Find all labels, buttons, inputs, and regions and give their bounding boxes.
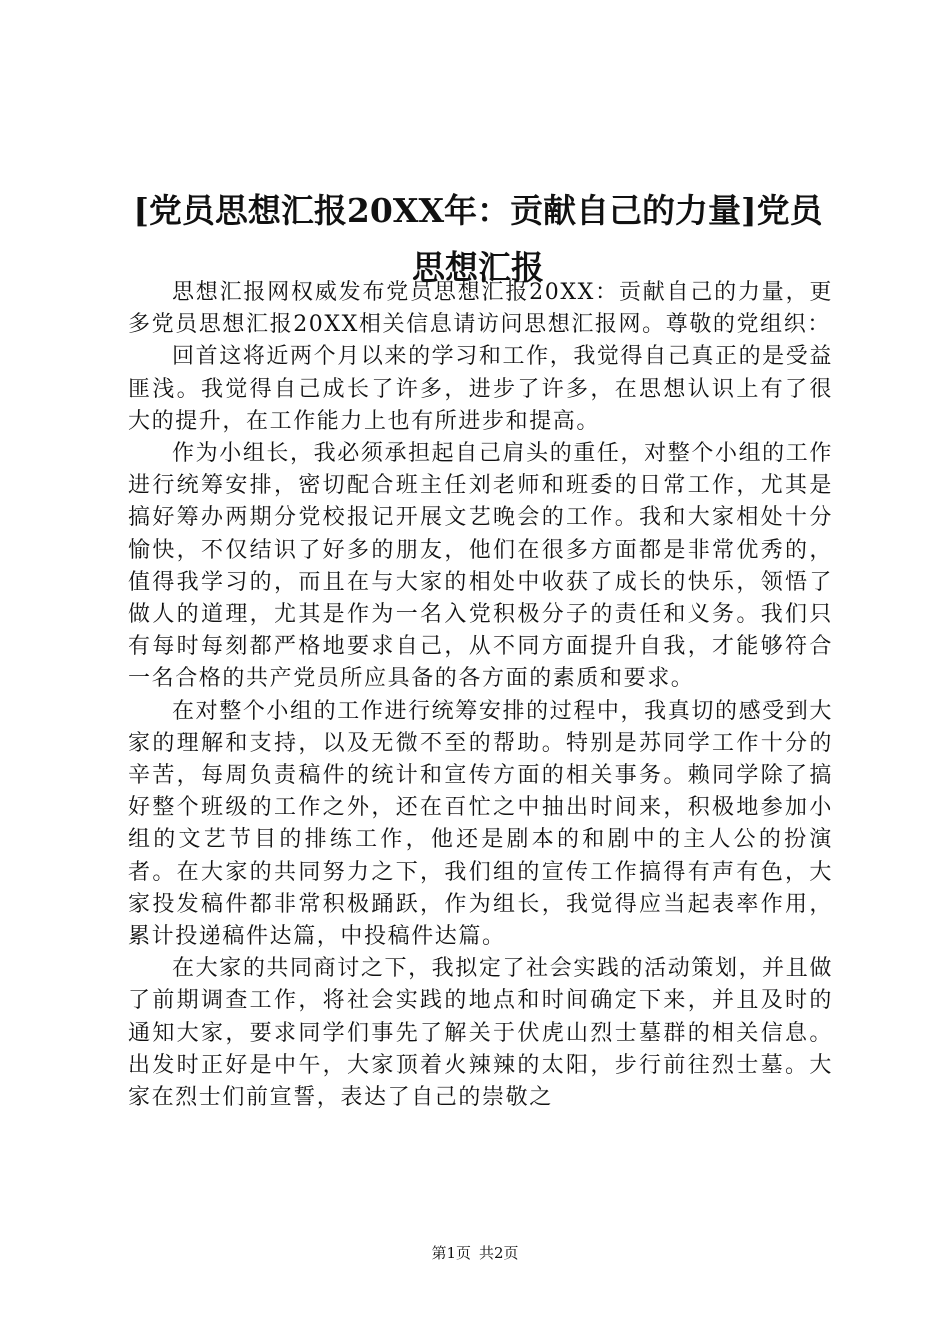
paragraph-social-practice: 在大家的共同商讨之下，我拟定了社会实践的活动策划，并且做了前期调查工作，将社会实践的地点和时间确定下来，并且及时的通知大家，要求同学们事先了解关于伏虎山烈士墓群的相关信息。出发时正好是中午，大家顶着火辣辣的太阳，步行前往烈士墓。大家在烈士们前宣誓，表达了自己的崇敬之 xyxy=(128,956,833,1111)
paragraph-group-leader: 作为小组长，我必须承担起自己肩头的重任，对整个小组的工作进行统筹安排，密切配合班主任刘老师和班委的日常工作，尤其是搞好筹办两期分党校报记开展文艺晚会的工作。我和大家相处十分愉快，不仅结识了好多的朋友，他们在很多方面都是非常优秀的，值得我学习的，而且在与大家的相处中收获了成长的快乐，领悟了做人的道理，尤其是作为一名入党积极分子的责任和义务。我们只有每时每刻都严格地要求自己，从不同方面提升自我，才能够符合一名合格的共产党员所应具备的各方面的素质和要求。 xyxy=(128,441,833,692)
paragraph-review: 回首这将近两个月以来的学习和工作，我觉得自己真正的是受益匪浅。我觉得自己成长了许多，进步了许多，在思想认识上有了很大的提升，在工作能力上也有所进步和提高。 xyxy=(128,344,833,434)
document-body xyxy=(128,277,833,1114)
paragraph-intro: 思想汇报网权威发布党员思想汇报20XX：贡献自己的力量，更多党员思想汇报20XX相关信息请访问思想汇报网。尊敬的党组织： xyxy=(128,280,833,338)
page-footer xyxy=(0,1243,950,1263)
paragraph-teamwork: 在对整个小组的工作进行统筹安排的过程中，我真切的感受到大家的理解和支持，以及无微不至的帮助。特别是苏同学工作十分的辛苦，每周负责稿件的统计和宣传方面的相关事务。赖同学除了搞好整个班级的工作之外，还在百忙之中抽出时间来，积极地参加小组的文艺节目的排练工作，他还是剧本的和剧中的主人公的扮演者。在大家的共同努力之下，我们组的宣传工作搞得有声有色，大家投发稿件都非常积极踊跃，作为组长，我觉得应当起表率作用，累计投递稿件达篇，中投稿件达篇。 xyxy=(128,698,833,950)
document-title: [党员思想汇报20XX年：贡献自己的力量]党员思想汇报 xyxy=(133,191,823,288)
page-number: 第1页 xyxy=(431,1244,471,1262)
page-total: 共2页 xyxy=(479,1244,519,1262)
